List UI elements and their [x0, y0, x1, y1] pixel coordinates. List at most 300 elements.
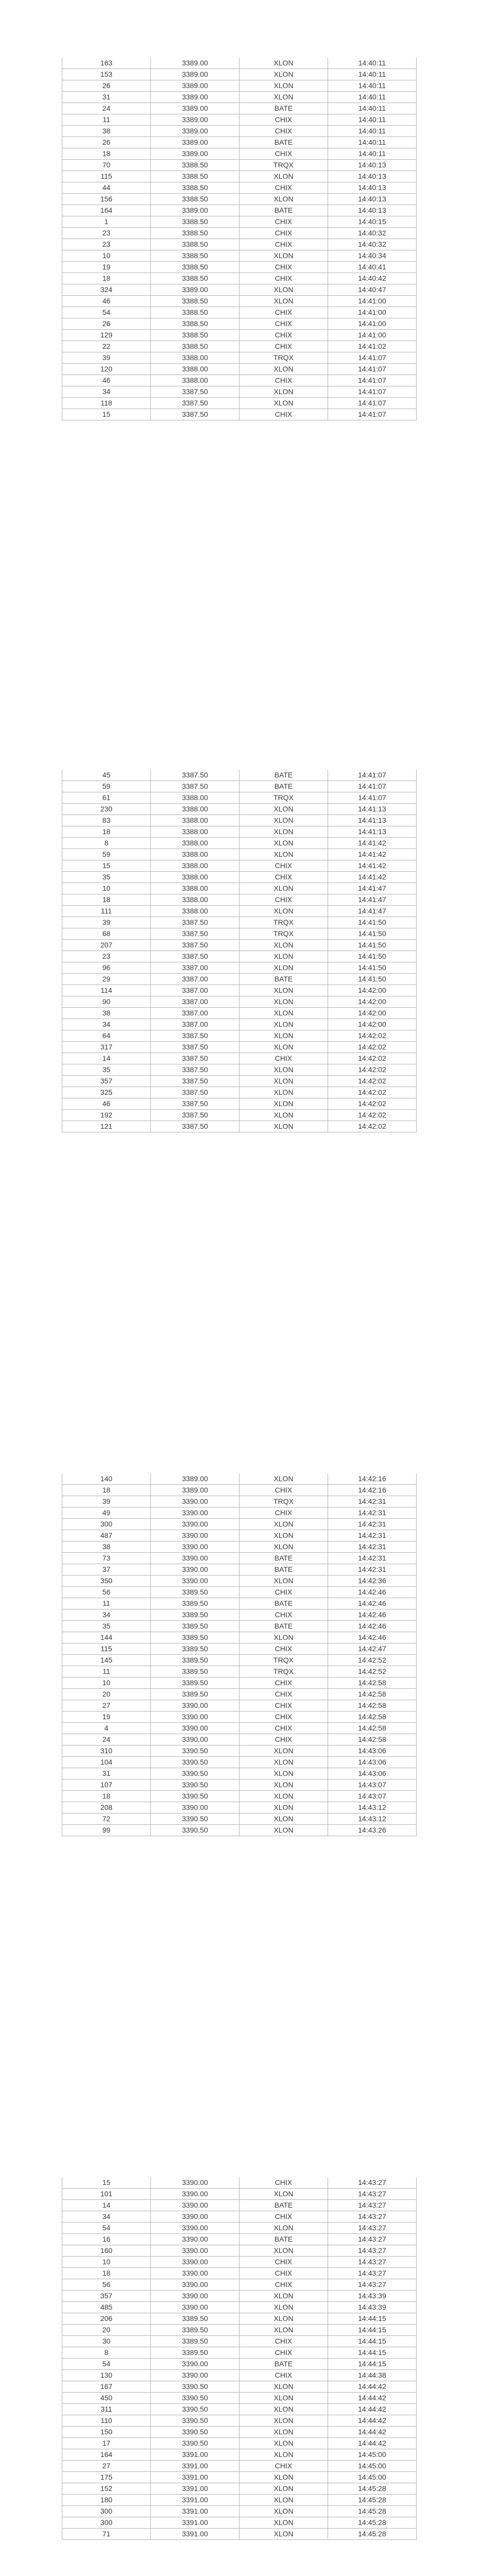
table-row — [62, 1825, 417, 1836]
venue-cell: TRQX — [239, 1666, 328, 1677]
price-cell: 3389.00 — [151, 92, 239, 103]
time-cell: 14:40:41 — [328, 262, 417, 273]
trades-table — [62, 58, 417, 420]
table-row — [62, 2483, 417, 2495]
table-row — [62, 860, 417, 872]
venue-cell: BATE — [239, 974, 328, 985]
venue-cell: CHIX — [239, 1053, 328, 1064]
price-cell: 3390.00 — [151, 2200, 239, 2211]
volume-cell: 104 — [62, 1757, 151, 1768]
venue-cell: CHIX — [239, 148, 328, 160]
time-cell: 14:42:58 — [328, 1689, 417, 1700]
price-cell: 3390.50 — [151, 2404, 239, 2415]
volume-cell: 144 — [62, 1632, 151, 1643]
price-cell: 3388.00 — [151, 860, 239, 872]
volume-cell: 22 — [62, 341, 151, 352]
volume-cell: 54 — [62, 2359, 151, 2370]
price-cell: 3389.00 — [151, 284, 239, 296]
time-cell: 14:45:28 — [328, 2495, 417, 2506]
table-row — [62, 330, 417, 341]
table-row — [62, 273, 417, 284]
table-row — [62, 2302, 417, 2313]
time-cell: 14:43:07 — [328, 1791, 417, 1802]
volume-cell: 10 — [62, 1677, 151, 1689]
price-cell: 3388.50 — [151, 182, 239, 194]
volume-cell: 150 — [62, 2427, 151, 2438]
table-row — [62, 318, 417, 330]
price-cell: 3390.50 — [151, 2427, 239, 2438]
table-row — [62, 2245, 417, 2257]
volume-cell: 485 — [62, 2302, 151, 2313]
time-cell: 14:41:00 — [328, 330, 417, 341]
table-row — [62, 781, 417, 792]
volume-cell: 68 — [62, 928, 151, 940]
time-cell: 14:40:11 — [328, 58, 417, 69]
time-cell: 14:43:12 — [328, 1802, 417, 1814]
price-cell: 3388.50 — [151, 307, 239, 318]
time-cell: 14:43:27 — [328, 2177, 417, 2189]
price-cell: 3390.00 — [151, 1541, 239, 1553]
table-row — [62, 250, 417, 262]
price-cell: 3390.50 — [151, 1825, 239, 1836]
volume-cell: 90 — [62, 996, 151, 1008]
time-cell: 14:42:58 — [328, 1700, 417, 1711]
price-cell: 3389.00 — [151, 126, 239, 137]
venue-cell: BATE — [239, 2234, 328, 2245]
table-row — [62, 1008, 417, 1019]
volume-cell: 18 — [62, 148, 151, 160]
price-cell: 3389.50 — [151, 1655, 239, 1666]
time-cell: 14:41:13 — [328, 815, 417, 826]
table-row — [62, 2257, 417, 2268]
volume-cell: 487 — [62, 1530, 151, 1541]
table-row — [62, 974, 417, 985]
time-cell: 14:41:00 — [328, 307, 417, 318]
time-cell: 14:44:15 — [328, 2313, 417, 2325]
time-cell: 14:40:13 — [328, 182, 417, 194]
venue-cell: XLON — [239, 1030, 328, 1042]
price-cell: 3388.00 — [151, 849, 239, 860]
table-row — [62, 126, 417, 137]
price-cell: 3390.00 — [151, 2370, 239, 2381]
trades-table — [62, 2177, 417, 2540]
time-cell: 14:43:06 — [328, 1757, 417, 1768]
table-row — [62, 2495, 417, 2506]
price-cell: 3391.00 — [151, 2495, 239, 2506]
volume-cell: 38 — [62, 1541, 151, 1553]
table-row — [62, 1643, 417, 1655]
price-cell: 3389.50 — [151, 1632, 239, 1643]
price-cell: 3387.50 — [151, 951, 239, 962]
venue-cell: XLON — [239, 985, 328, 996]
volume-cell: 39 — [62, 1496, 151, 1507]
volume-cell: 24 — [62, 1734, 151, 1745]
time-cell: 14:42:16 — [328, 1473, 417, 1485]
venue-cell: BATE — [239, 1621, 328, 1632]
venue-cell: CHIX — [239, 262, 328, 273]
time-cell: 14:40:42 — [328, 273, 417, 284]
volume-cell: 56 — [62, 1587, 151, 1598]
table-row — [62, 2291, 417, 2302]
time-cell: 14:42:58 — [328, 1723, 417, 1734]
time-cell: 14:42:02 — [328, 1110, 417, 1121]
table-row — [62, 2313, 417, 2325]
volume-cell: 1 — [62, 216, 151, 228]
time-cell: 14:44:42 — [328, 2404, 417, 2415]
price-cell: 3387.50 — [151, 386, 239, 398]
price-cell: 3387.50 — [151, 398, 239, 409]
time-cell: 14:40:11 — [328, 126, 417, 137]
time-cell: 14:43:07 — [328, 1780, 417, 1791]
table-row — [62, 228, 417, 239]
price-cell: 3390.00 — [151, 1496, 239, 1507]
table-row — [62, 1553, 417, 1564]
price-cell: 3388.00 — [151, 838, 239, 849]
time-cell: 14:45:28 — [328, 2483, 417, 2495]
time-cell: 14:42:58 — [328, 1711, 417, 1723]
volume-cell: 26 — [62, 137, 151, 148]
volume-cell: 110 — [62, 2415, 151, 2427]
venue-cell: CHIX — [239, 216, 328, 228]
volume-cell: 72 — [62, 1814, 151, 1825]
time-cell: 14:42:02 — [328, 1087, 417, 1098]
price-cell: 3388.00 — [151, 375, 239, 386]
volume-cell: 29 — [62, 974, 151, 985]
venue-cell: XLON — [239, 250, 328, 262]
price-cell: 3388.00 — [151, 352, 239, 364]
table-row — [62, 92, 417, 103]
venue-cell: XLON — [239, 92, 328, 103]
price-cell: 3387.50 — [151, 1110, 239, 1121]
venue-cell: TRQX — [239, 917, 328, 928]
volume-cell: 44 — [62, 182, 151, 194]
time-cell: 14:44:42 — [328, 2415, 417, 2427]
venue-cell: XLON — [239, 1098, 328, 1110]
table-row — [62, 352, 417, 364]
time-cell: 14:40:47 — [328, 284, 417, 296]
time-cell: 14:41:07 — [328, 364, 417, 375]
table-row — [62, 894, 417, 906]
time-cell: 14:43:27 — [328, 2257, 417, 2268]
venue-cell: CHIX — [239, 307, 328, 318]
volume-cell: 120 — [62, 364, 151, 375]
price-cell: 3391.00 — [151, 2506, 239, 2517]
table-row — [62, 1632, 417, 1643]
volume-cell: 450 — [62, 2393, 151, 2404]
table-row — [62, 2347, 417, 2359]
volume-cell: 153 — [62, 69, 151, 80]
time-cell: 14:41:00 — [328, 318, 417, 330]
price-cell: 3387.50 — [151, 928, 239, 940]
volume-cell: 11 — [62, 114, 151, 126]
table-row — [62, 928, 417, 940]
table-row — [62, 2472, 417, 2483]
price-cell: 3387.50 — [151, 1030, 239, 1042]
time-cell: 14:43:27 — [328, 2189, 417, 2200]
time-cell: 14:40:11 — [328, 103, 417, 114]
venue-cell: XLON — [239, 80, 328, 92]
time-cell: 14:44:42 — [328, 2381, 417, 2393]
time-cell: 14:41:47 — [328, 894, 417, 906]
table-row — [62, 2279, 417, 2291]
table-row — [62, 1076, 417, 1087]
venue-cell: CHIX — [239, 182, 328, 194]
venue-cell: XLON — [239, 1814, 328, 1825]
volume-cell: 59 — [62, 849, 151, 860]
price-cell: 3388.50 — [151, 273, 239, 284]
venue-cell: XLON — [239, 826, 328, 838]
price-cell: 3389.50 — [151, 2325, 239, 2336]
table-row — [62, 872, 417, 883]
volume-cell: 14 — [62, 2200, 151, 2211]
price-cell: 3389.00 — [151, 80, 239, 92]
table-row — [62, 1053, 417, 1064]
volume-cell: 24 — [62, 103, 151, 114]
venue-cell: XLON — [239, 2393, 328, 2404]
venue-cell: XLON — [239, 1825, 328, 1836]
time-cell: 14:42:02 — [328, 1064, 417, 1076]
time-cell: 14:42:02 — [328, 1098, 417, 1110]
volume-cell: 38 — [62, 1008, 151, 1019]
volume-cell: 325 — [62, 1087, 151, 1098]
table-row — [62, 1064, 417, 1076]
price-cell: 3390.00 — [151, 2279, 239, 2291]
venue-cell: XLON — [239, 2404, 328, 2415]
volume-cell: 140 — [62, 1473, 151, 1485]
price-cell: 3389.50 — [151, 1666, 239, 1677]
price-cell: 3388.00 — [151, 826, 239, 838]
price-cell: 3390.00 — [151, 1723, 239, 1734]
venue-cell: CHIX — [239, 114, 328, 126]
time-cell: 14:42:00 — [328, 985, 417, 996]
time-cell: 14:43:39 — [328, 2291, 417, 2302]
table-row — [62, 2415, 417, 2427]
volume-cell: 70 — [62, 160, 151, 171]
table-row — [62, 1507, 417, 1519]
time-cell: 14:40:13 — [328, 171, 417, 182]
price-cell: 3390.00 — [151, 1802, 239, 1814]
time-cell: 14:41:47 — [328, 906, 417, 917]
table-row — [62, 2234, 417, 2245]
table-row — [62, 1575, 417, 1587]
time-cell: 14:44:15 — [328, 2325, 417, 2336]
time-cell: 14:41:50 — [328, 974, 417, 985]
price-cell: 3389.50 — [151, 1677, 239, 1689]
price-cell: 3388.00 — [151, 894, 239, 906]
venue-cell: TRQX — [239, 352, 328, 364]
price-cell: 3387.50 — [151, 1098, 239, 1110]
table-row — [62, 2370, 417, 2381]
venue-cell: XLON — [239, 1780, 328, 1791]
volume-cell: 27 — [62, 1700, 151, 1711]
time-cell: 14:43:27 — [328, 2200, 417, 2211]
venue-cell: XLON — [239, 2483, 328, 2495]
venue-cell: XLON — [239, 1530, 328, 1541]
price-cell: 3389.00 — [151, 103, 239, 114]
time-cell: 14:42:02 — [328, 1042, 417, 1053]
venue-cell: CHIX — [239, 2347, 328, 2359]
table-row — [62, 1666, 417, 1677]
volume-cell: 19 — [62, 1711, 151, 1723]
venue-cell: XLON — [239, 951, 328, 962]
price-cell: 3389.00 — [151, 137, 239, 148]
volume-cell: 14 — [62, 1053, 151, 1064]
table-row — [62, 1473, 417, 1485]
venue-cell: XLON — [239, 2302, 328, 2313]
price-cell: 3389.50 — [151, 1621, 239, 1632]
price-cell: 3390.00 — [151, 1519, 239, 1530]
time-cell: 14:40:13 — [328, 160, 417, 171]
time-cell: 14:42:31 — [328, 1541, 417, 1553]
table-row — [62, 398, 417, 409]
table-row — [62, 160, 417, 171]
time-cell: 14:41:07 — [328, 352, 417, 364]
venue-cell: CHIX — [239, 1689, 328, 1700]
venue-cell: XLON — [239, 1087, 328, 1098]
price-cell: 3390.00 — [151, 1700, 239, 1711]
time-cell: 14:40:32 — [328, 239, 417, 250]
volume-cell: 18 — [62, 894, 151, 906]
venue-cell: CHIX — [239, 2461, 328, 2472]
time-cell: 14:41:13 — [328, 826, 417, 838]
table-row — [62, 1110, 417, 1121]
volume-cell: 115 — [62, 171, 151, 182]
price-cell: 3387.50 — [151, 1076, 239, 1087]
table-row — [62, 2506, 417, 2517]
venue-cell: CHIX — [239, 2370, 328, 2381]
venue-cell: BATE — [239, 770, 328, 781]
price-cell: 3388.00 — [151, 883, 239, 894]
volume-cell: 26 — [62, 80, 151, 92]
time-cell: 14:41:47 — [328, 883, 417, 894]
table-row — [62, 69, 417, 80]
time-cell: 14:40:15 — [328, 216, 417, 228]
price-cell: 3391.00 — [151, 2449, 239, 2461]
volume-cell: 167 — [62, 2381, 151, 2393]
time-cell: 14:40:13 — [328, 194, 417, 205]
table-row — [62, 985, 417, 996]
table-row — [62, 951, 417, 962]
table-row — [62, 2404, 417, 2415]
volume-cell: 4 — [62, 1723, 151, 1734]
table-row — [62, 1087, 417, 1098]
volume-cell: 317 — [62, 1042, 151, 1053]
price-cell: 3387.50 — [151, 409, 239, 420]
table-row — [62, 239, 417, 250]
table-row — [62, 1042, 417, 1053]
time-cell: 14:42:52 — [328, 1666, 417, 1677]
time-cell: 14:42:58 — [328, 1677, 417, 1689]
volume-cell: 18 — [62, 826, 151, 838]
price-cell: 3390.50 — [151, 2438, 239, 2449]
venue-cell: CHIX — [239, 318, 328, 330]
price-cell: 3391.00 — [151, 2461, 239, 2472]
price-cell: 3387.00 — [151, 974, 239, 985]
table-row — [62, 1564, 417, 1575]
venue-cell: XLON — [239, 1019, 328, 1030]
volume-cell: 10 — [62, 2257, 151, 2268]
venue-cell: CHIX — [239, 330, 328, 341]
venue-cell: CHIX — [239, 1643, 328, 1655]
venue-cell: XLON — [239, 398, 328, 409]
time-cell: 14:44:38 — [328, 2370, 417, 2381]
table-row — [62, 296, 417, 307]
table-row — [62, 996, 417, 1008]
venue-cell: CHIX — [239, 273, 328, 284]
time-cell: 14:44:42 — [328, 2393, 417, 2404]
price-cell: 3390.50 — [151, 1757, 239, 1768]
time-cell: 14:42:00 — [328, 996, 417, 1008]
time-cell: 14:41:07 — [328, 386, 417, 398]
time-cell: 14:41:00 — [328, 296, 417, 307]
volume-cell: 54 — [62, 307, 151, 318]
table-row — [62, 2200, 417, 2211]
time-cell: 14:43:27 — [328, 2268, 417, 2279]
table-row — [62, 2325, 417, 2336]
table-row — [62, 849, 417, 860]
price-cell: 3390.00 — [151, 1734, 239, 1745]
venue-cell: XLON — [239, 1519, 328, 1530]
time-cell: 14:40:11 — [328, 92, 417, 103]
venue-cell: XLON — [239, 1110, 328, 1121]
volume-cell: 156 — [62, 194, 151, 205]
volume-cell: 23 — [62, 228, 151, 239]
volume-cell: 54 — [62, 2223, 151, 2234]
time-cell: 14:42:31 — [328, 1564, 417, 1575]
price-cell: 3389.50 — [151, 1689, 239, 1700]
price-cell: 3387.50 — [151, 1087, 239, 1098]
time-cell: 14:44:42 — [328, 2427, 417, 2438]
table-row — [62, 1757, 417, 1768]
venue-cell: XLON — [239, 940, 328, 951]
price-cell: 3391.00 — [151, 2483, 239, 2495]
venue-cell: XLON — [239, 2313, 328, 2325]
price-cell: 3387.50 — [151, 1064, 239, 1076]
volume-cell: 18 — [62, 2268, 151, 2279]
volume-cell: 114 — [62, 985, 151, 996]
trades-table — [62, 1473, 417, 1836]
venue-cell: XLON — [239, 386, 328, 398]
table-row — [62, 1802, 417, 1814]
volume-cell: 118 — [62, 398, 151, 409]
time-cell: 14:42:31 — [328, 1519, 417, 1530]
price-cell: 3387.50 — [151, 1053, 239, 1064]
venue-cell: TRQX — [239, 1655, 328, 1666]
volume-cell: 310 — [62, 1745, 151, 1757]
venue-cell: CHIX — [239, 375, 328, 386]
volume-cell: 207 — [62, 940, 151, 951]
venue-cell: XLON — [239, 1791, 328, 1802]
venue-cell: BATE — [239, 137, 328, 148]
price-cell: 3387.50 — [151, 1042, 239, 1053]
volume-cell: 46 — [62, 296, 151, 307]
table-row — [62, 409, 417, 420]
volume-cell: 49 — [62, 1507, 151, 1519]
price-cell: 3388.50 — [151, 296, 239, 307]
venue-cell: XLON — [239, 1008, 328, 1019]
table-row — [62, 182, 417, 194]
table-row — [62, 1791, 417, 1802]
table-row — [62, 171, 417, 182]
time-cell: 14:41:07 — [328, 375, 417, 386]
time-cell: 14:41:13 — [328, 804, 417, 815]
table-row — [62, 103, 417, 114]
table-row — [62, 815, 417, 826]
table-row — [62, 2211, 417, 2223]
volume-cell: 15 — [62, 409, 151, 420]
venue-cell: XLON — [239, 1042, 328, 1053]
price-cell: 3388.00 — [151, 804, 239, 815]
